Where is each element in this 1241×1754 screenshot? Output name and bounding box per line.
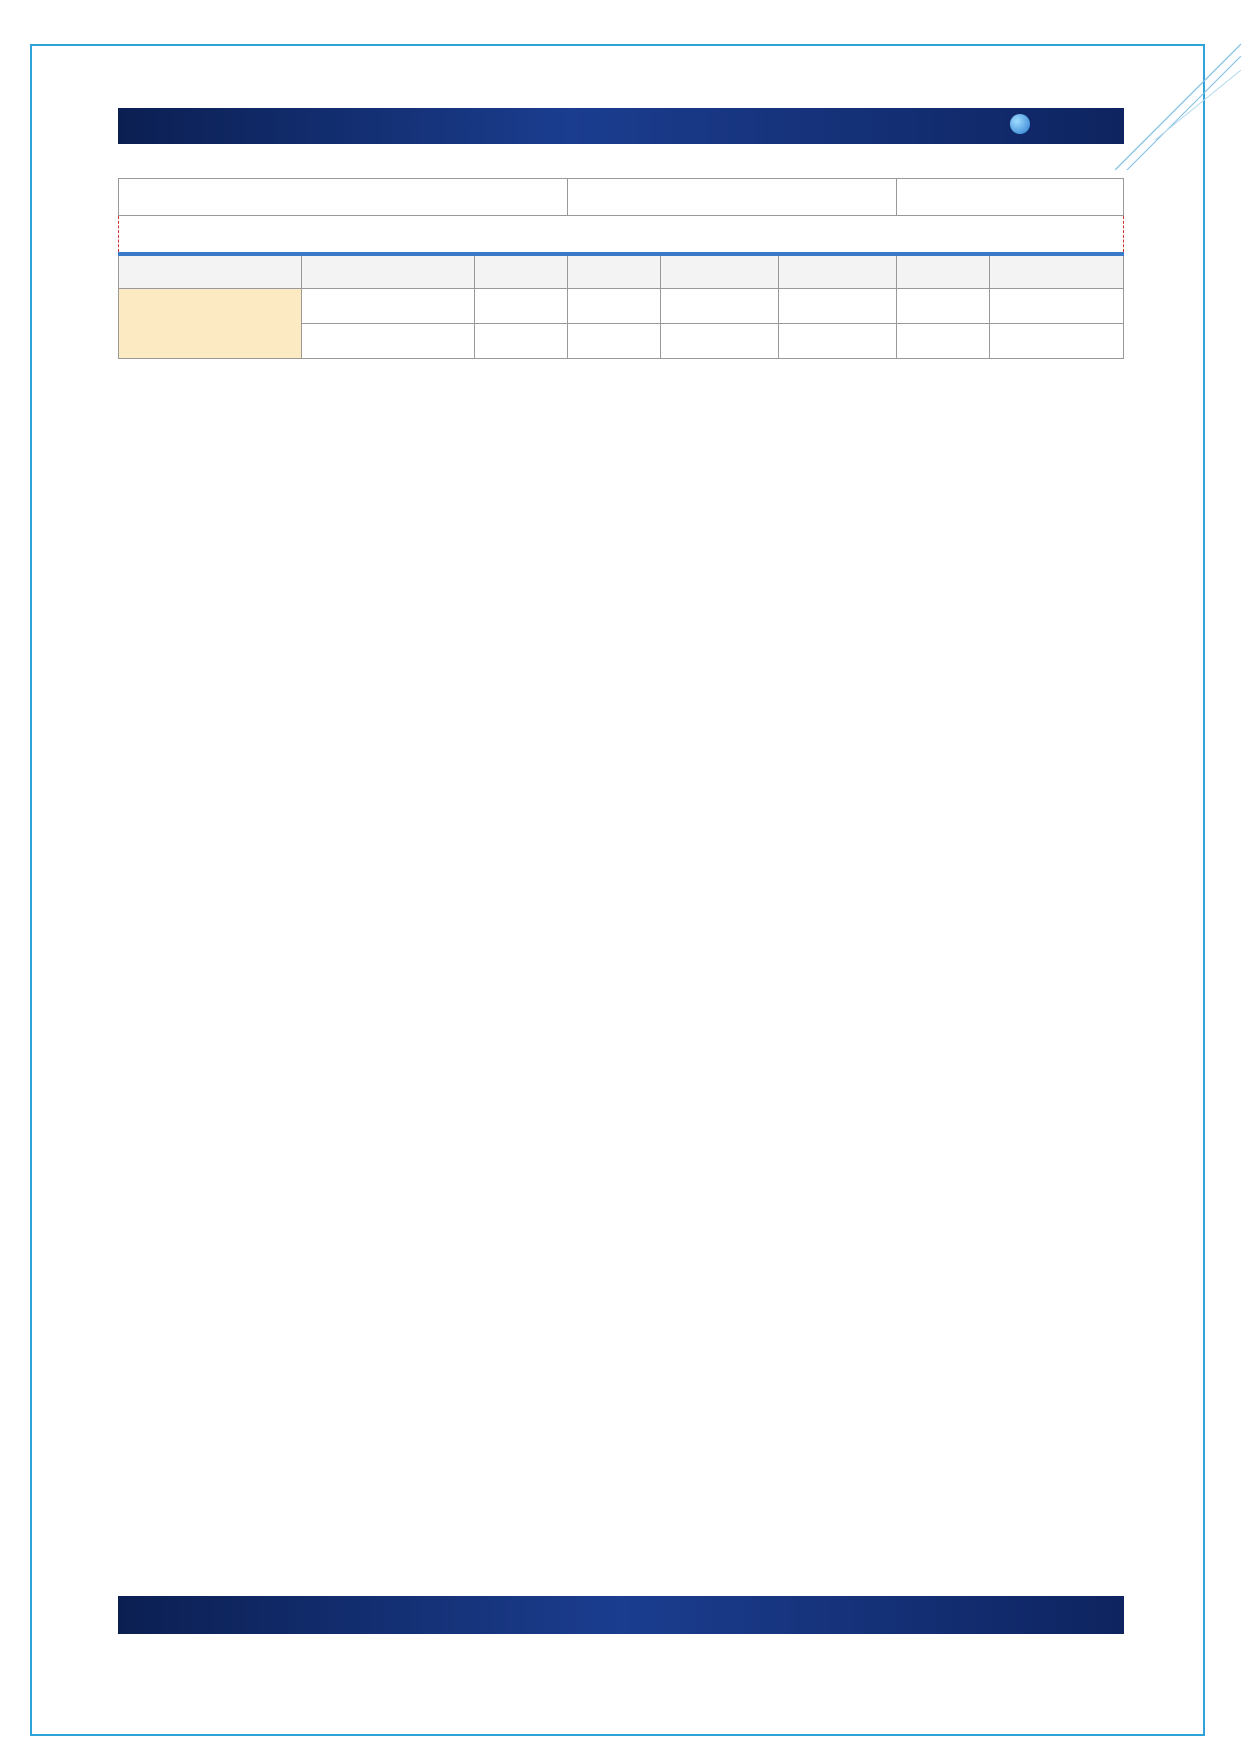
brand-mark	[1010, 114, 1035, 134]
starfield-decoration	[118, 1596, 1124, 1634]
header-banner	[118, 108, 1124, 144]
starfield-decoration	[118, 108, 1124, 144]
footer-banner	[118, 1596, 1124, 1634]
table-note	[119, 216, 1124, 255]
strategy-table	[118, 178, 1124, 359]
table-row	[119, 289, 1124, 324]
logo-cn	[118, 86, 152, 102]
corner-decoration	[1115, 30, 1241, 170]
brand-logo-icon	[1010, 114, 1030, 134]
category-cell	[119, 289, 302, 359]
gold-chart-panel	[118, 398, 1124, 668]
logo	[118, 86, 152, 102]
table-source	[897, 179, 1124, 216]
silver-chart-panel	[118, 708, 1124, 978]
table-header-row	[119, 254, 1124, 289]
table-title	[119, 179, 568, 216]
